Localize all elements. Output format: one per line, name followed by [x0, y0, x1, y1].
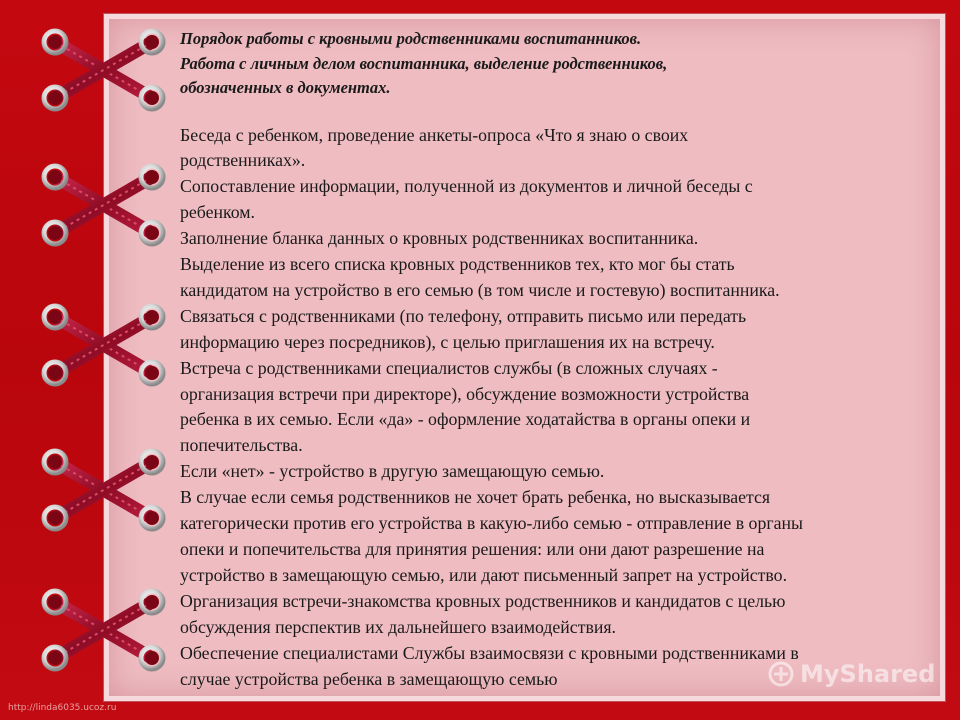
- body-line: ребенком.: [180, 202, 255, 223]
- watermark-url: http://linda6035.ucoz.ru: [8, 703, 117, 713]
- spacer: [180, 101, 940, 123]
- body-line: информацию через посредников), с целью приглашения их на встречу.: [180, 331, 715, 352]
- body-line: категорически против его устройства в какую-либо семью - отправление в органы: [180, 513, 803, 534]
- body-line: Встреча с родственниками специалистов службы (в сложных случаях -: [180, 357, 718, 378]
- body-line: Заполнение бланка данных о кровных родственниках воспитанника.: [180, 228, 699, 249]
- body-line: Организация встречи-знакомства кровных родственников и кандидатов с целью: [180, 590, 786, 611]
- body-line: обсуждения перспектив их дальнейшего взаимодействия.: [180, 616, 616, 637]
- body-line: В случае если семья родственников не хочет брать ребенка, но высказывается: [180, 487, 771, 508]
- lace-cross: [44, 306, 163, 384]
- body-line: Если «нет» - устройство в другую замещающую семью.: [180, 461, 605, 482]
- body-line: Связаться с родственниками (по телефону, отправить письмо или передать: [180, 305, 747, 326]
- watermark-logo: [768, 660, 935, 688]
- heading-line: Порядок работы с кровными родственниками воспитанников.: [180, 29, 642, 48]
- lace-cross: [44, 31, 163, 109]
- body-line: Беседа с ребенком, проведение анкеты-опроса «Что я знаю о своих: [180, 124, 689, 145]
- slide-content: [180, 27, 940, 692]
- body-line: родственниках».: [180, 150, 306, 171]
- body-line: Выделение из всего списка кровных родственников тех, кто мог бы стать: [180, 254, 735, 275]
- body-line: ребенка в их семью. Если «да» - оформление ходатайства в органы опеки и: [180, 409, 751, 430]
- heading-line: Работа с личным делом воспитанника, выделение родственников,: [180, 53, 668, 73]
- lace-cross: [44, 166, 163, 244]
- body-line: устройство в замещающую семью, или дают письменный запрет на устройство.: [180, 564, 788, 585]
- body-block: [180, 123, 940, 693]
- body-line: попечительства.: [180, 435, 303, 456]
- heading-block: [180, 27, 940, 101]
- lace-cross: [44, 591, 163, 669]
- heading-line: обозначенных в документах.: [180, 78, 391, 97]
- body-line: Сопоставление информации, полученной из документов и личной беседы с: [180, 176, 753, 197]
- body-line: кандидатом на устройство в его семью (в том числе и гостевую) воспитанника.: [180, 279, 780, 300]
- body-line: опеки и попечительства для принятия решения: или они дают разрешение на: [180, 539, 765, 559]
- watermark-logo-text: MyShared: [800, 660, 936, 688]
- body-line: Обеспечение специалистами Службы взаимосвязи с кровными родственниками в: [180, 642, 799, 663]
- lacing-decoration: [0, 0, 200, 720]
- watermark-logo-icon: [768, 661, 794, 687]
- body-line: организация встречи при директоре), обсуждение возможности устройства: [180, 383, 750, 404]
- lace-cross: [44, 451, 163, 529]
- body-line: случае устройства ребенка в замещающую семью: [180, 668, 558, 689]
